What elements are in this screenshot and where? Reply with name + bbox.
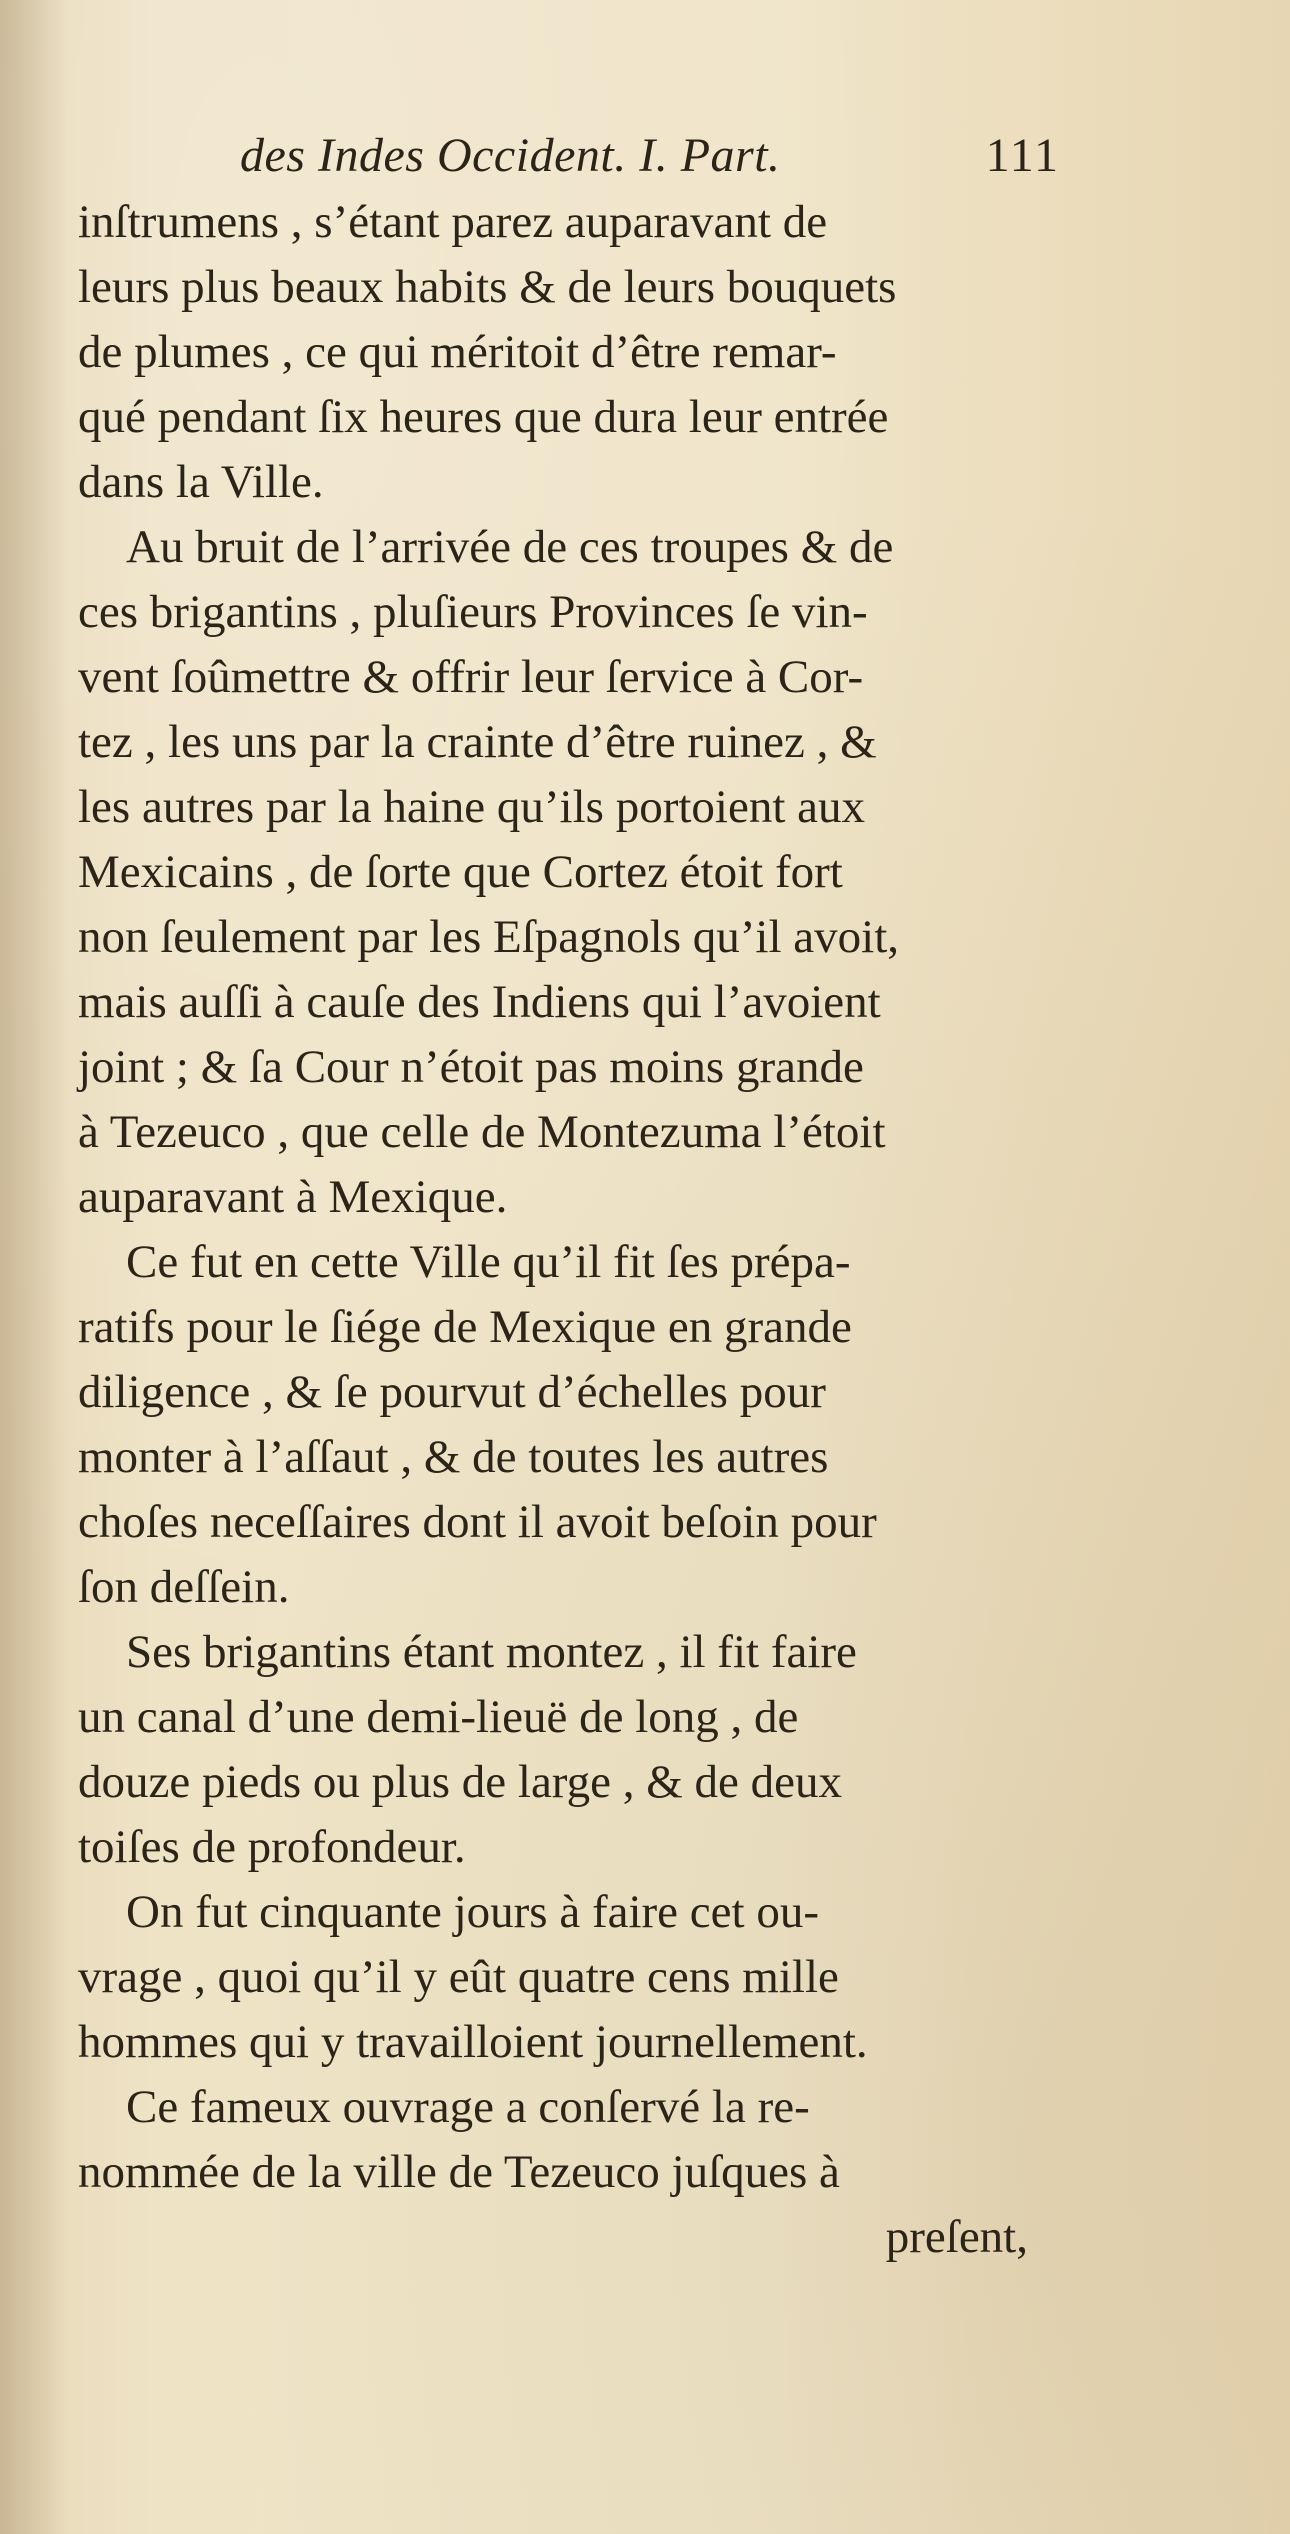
text-line: diligence , & ſe pourvut d’échelles pour [78,1366,826,1418]
body-text [78,190,1038,2270]
text-line: hommes qui y travailloient journellement. [78,2016,868,2068]
text-line: leurs plus beaux habits & de leurs bouquets [78,261,897,313]
text-line: Mexicains , de ſorte que Cortez étoit fort [78,846,843,898]
text-line: toiſes de profondeur. [78,1821,466,1873]
text-line: qué pendant ſix heures que dura leur entrée [78,391,889,443]
text-line: à Tezeuco , que celle de Montezuma l’étoit [78,1106,886,1158]
text-line: nommée de la ville de Tezeuco juſques à [78,2146,840,2198]
text-line: dans la Ville. [78,456,324,508]
text-line: auparavant à Mexique. [78,1171,508,1223]
text-line: inſtrumens , s’étant parez auparavant de [78,196,828,248]
text-line: vrage , quoi qu’il y eût quatre cens mille [78,1951,839,2003]
text-line: monter à l’aſſaut , & de toutes les autres [78,1431,829,1483]
paragraph-start-line: Ce fut en cette Ville qu’il fit ſes prépa- [126,1236,851,1288]
page-header [240,128,1060,198]
text-line: joint ; & ſa Cour n’étoit pas moins grande [78,1041,864,1093]
text-line: choſes neceſſaires dont il avoit beſoin pour [78,1496,877,1548]
paragraph-start-line: Ses brigantins étant montez , il fit faire [126,1626,857,1678]
text-line: ratifs pour le ſiége de Mexique en grande [78,1301,852,1353]
text-line: ſon deſſein. [78,1561,290,1613]
page-gutter-shadow [0,0,70,2534]
text-line: mais auſſi à cauſe des Indiens qui l’avoient [78,976,881,1028]
text-line: douze pieds ou plus de large , & de deux [78,1756,843,1808]
text-line: les autres par la haine qu’ils portoient aux [78,781,865,833]
paragraph-start-line: Ce fameux ouvrage a conſervé la re- [126,2081,810,2133]
catchword: preſent, [885,2211,1028,2263]
text-line: un canal d’une demi-lieuë de long , de [78,1691,799,1743]
page-number: 111 [985,129,1060,182]
running-head: des Indes Occident. I. Part. [240,129,781,182]
text-line: tez , les uns par la crainte d’être ruinez , & [78,716,877,768]
text-line: vent ſoûmettre & offrir leur ſervice à Cor- [78,651,864,703]
paragraph-start-line: On fut cinquante jours à faire cet ou- [126,1886,819,1938]
paragraph-start-line: Au bruit de l’arrivée de ces troupes & de [126,521,894,573]
text-line: non ſeulement par les Eſpagnols qu’il avoit, [78,911,900,963]
text-line: ces brigantins , pluſieurs Provinces ſe vin- [78,586,868,638]
text-line: de plumes , ce qui méritoit d’être remar- [78,326,837,378]
